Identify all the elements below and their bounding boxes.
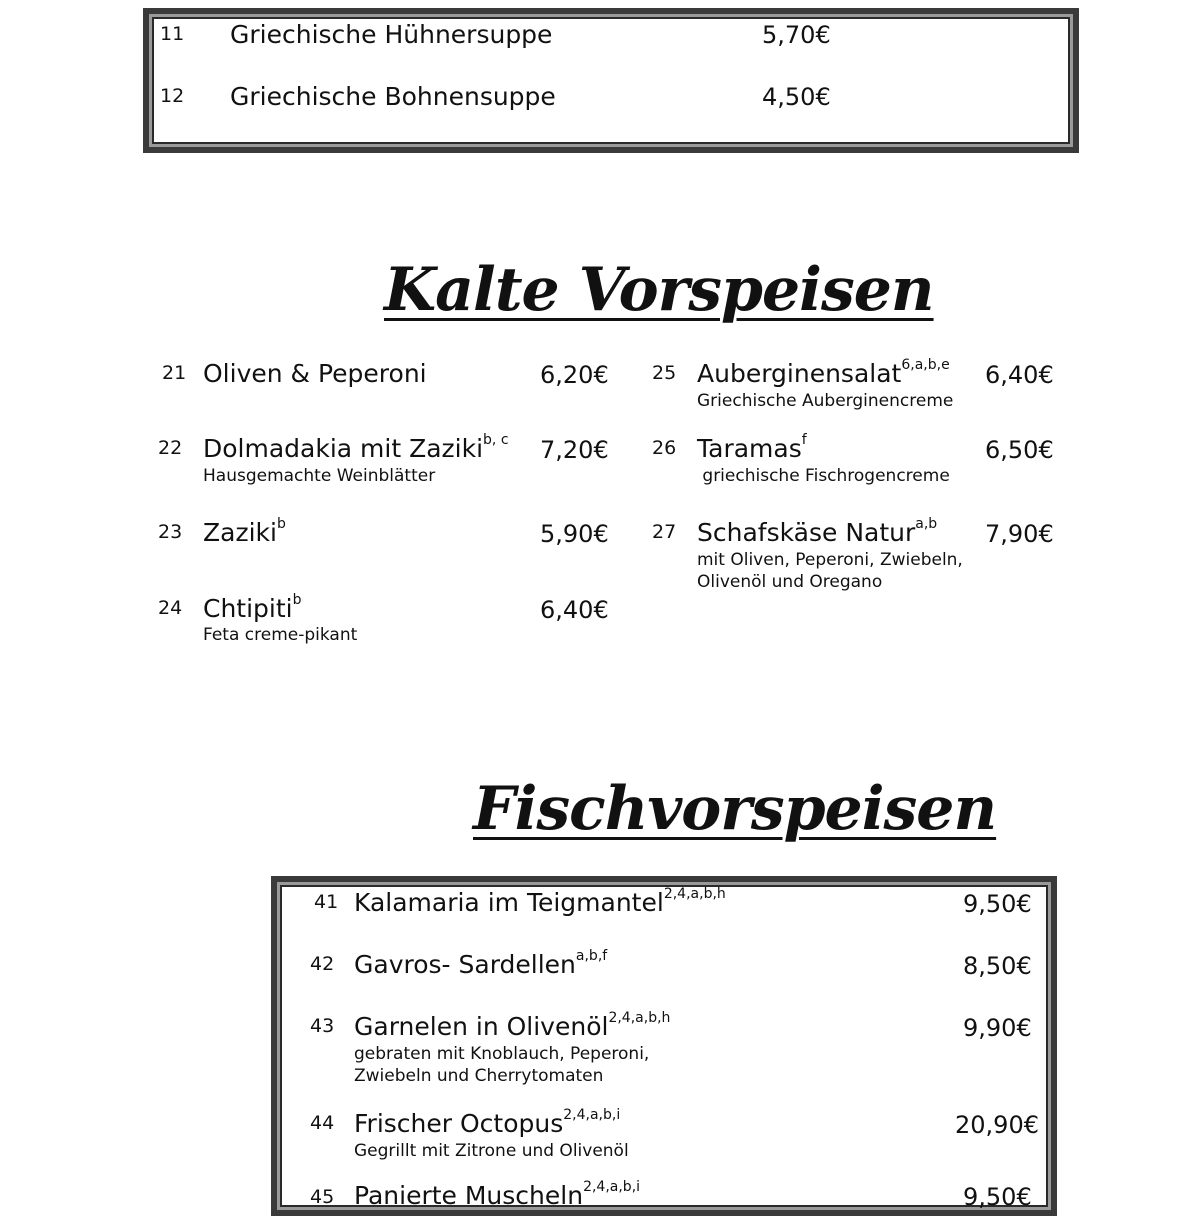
- item-name: Gavros- Sardellen$^{a,b,f}$: [354, 948, 608, 979]
- item-price: 7,20€: [540, 436, 609, 464]
- item-price: 6,40€: [985, 361, 1054, 389]
- allergen-codes: b: [292, 592, 302, 608]
- item-description: gebraten mit Knoblauch, Peperoni,: [354, 1044, 650, 1064]
- item-number: 45: [310, 1186, 335, 1208]
- allergen-codes: b, c: [483, 432, 509, 448]
- item-name: Chtipiti$^b$: [203, 592, 302, 623]
- item-name: Auberginensalat$^{6,a,b,e}$: [697, 357, 950, 388]
- allergen-codes: 2,4,a,b,h: [608, 1010, 671, 1026]
- item-price: 6,20€: [540, 361, 609, 389]
- item-number: 25: [652, 362, 677, 384]
- item-number: 21: [162, 362, 187, 384]
- allergen-codes: a,b: [915, 516, 938, 532]
- item-price: 20,90€: [955, 1111, 1039, 1139]
- item-description: mit Oliven, Peperoni, Zwiebeln,: [697, 550, 963, 570]
- item-name: Taramas$^f$: [697, 432, 807, 463]
- item-name: Dolmadakia mit Zaziki$^{b, c}$: [203, 432, 509, 463]
- item-number: 12: [160, 85, 185, 107]
- item-description: griechische Fischrogencreme: [697, 466, 950, 486]
- item-price: 9,50€: [963, 890, 1032, 918]
- allergen-codes: f: [801, 432, 807, 448]
- item-name: Frischer Octopus$^{2,4,a,b,i}$: [354, 1107, 621, 1138]
- allergen-codes: b: [276, 516, 286, 532]
- item-number: 41: [314, 891, 339, 913]
- item-price: 8,50€: [963, 952, 1032, 980]
- item-name: Griechische Hühnersuppe: [230, 20, 553, 49]
- item-number: 26: [652, 437, 677, 459]
- allergen-codes: 2,4,a,b,h: [663, 886, 726, 902]
- item-price: 5,90€: [540, 520, 609, 548]
- item-number: 23: [158, 521, 183, 543]
- item-number: 44: [310, 1112, 335, 1134]
- item-number: 27: [652, 521, 677, 543]
- item-number: 24: [158, 597, 183, 619]
- item-number: 22: [158, 437, 183, 459]
- item-price: 4,50€: [762, 83, 831, 111]
- item-description-line2: Zwiebeln und Cherrytomaten: [354, 1066, 604, 1086]
- item-name: Garnelen in Olivenöl$^{2,4,a,b,h}$: [354, 1010, 671, 1041]
- item-description: Hausgemachte Weinblätter: [203, 466, 436, 486]
- item-description: Griechische Auberginencreme: [697, 391, 954, 411]
- allergen-codes: 2,4,a,b,i: [583, 1179, 641, 1195]
- item-name: Schafskäse Natur$^{a,b}$: [697, 516, 938, 547]
- item-price: 9,50€: [963, 1183, 1032, 1211]
- section-title-fisch: Fischvorspeisen: [473, 774, 997, 844]
- item-name: Kalamaria im Teigmantel$^{2,4,a,b,h}$: [354, 886, 726, 917]
- item-number: 43: [310, 1015, 335, 1037]
- item-price: 7,90€: [985, 520, 1054, 548]
- item-name: Zaziki$^b$: [203, 516, 286, 547]
- item-name: Panierte Muscheln$^{2,4,a,b,i}$: [354, 1179, 641, 1210]
- item-number: 42: [310, 953, 335, 975]
- item-price: 9,90€: [963, 1014, 1032, 1042]
- item-description: Gegrillt mit Zitrone und Olivenöl: [354, 1141, 629, 1161]
- allergen-codes: 6,a,b,e: [901, 357, 950, 373]
- item-price: 6,50€: [985, 436, 1054, 464]
- allergen-codes: a,b,f: [575, 948, 608, 964]
- item-price: 5,70€: [762, 21, 831, 49]
- section-title-kalte: Kalte Vorspeisen: [384, 255, 934, 325]
- item-description-line2: Olivenöl und Oregano: [697, 572, 883, 592]
- item-description: Feta creme-pikant: [203, 625, 358, 645]
- allergen-codes: 2,4,a,b,i: [563, 1107, 621, 1123]
- item-price: 6,40€: [540, 596, 609, 624]
- item-name: Griechische Bohnensuppe: [230, 82, 556, 111]
- item-name: Oliven & Peperoni: [203, 359, 427, 388]
- item-number: 11: [160, 23, 185, 45]
